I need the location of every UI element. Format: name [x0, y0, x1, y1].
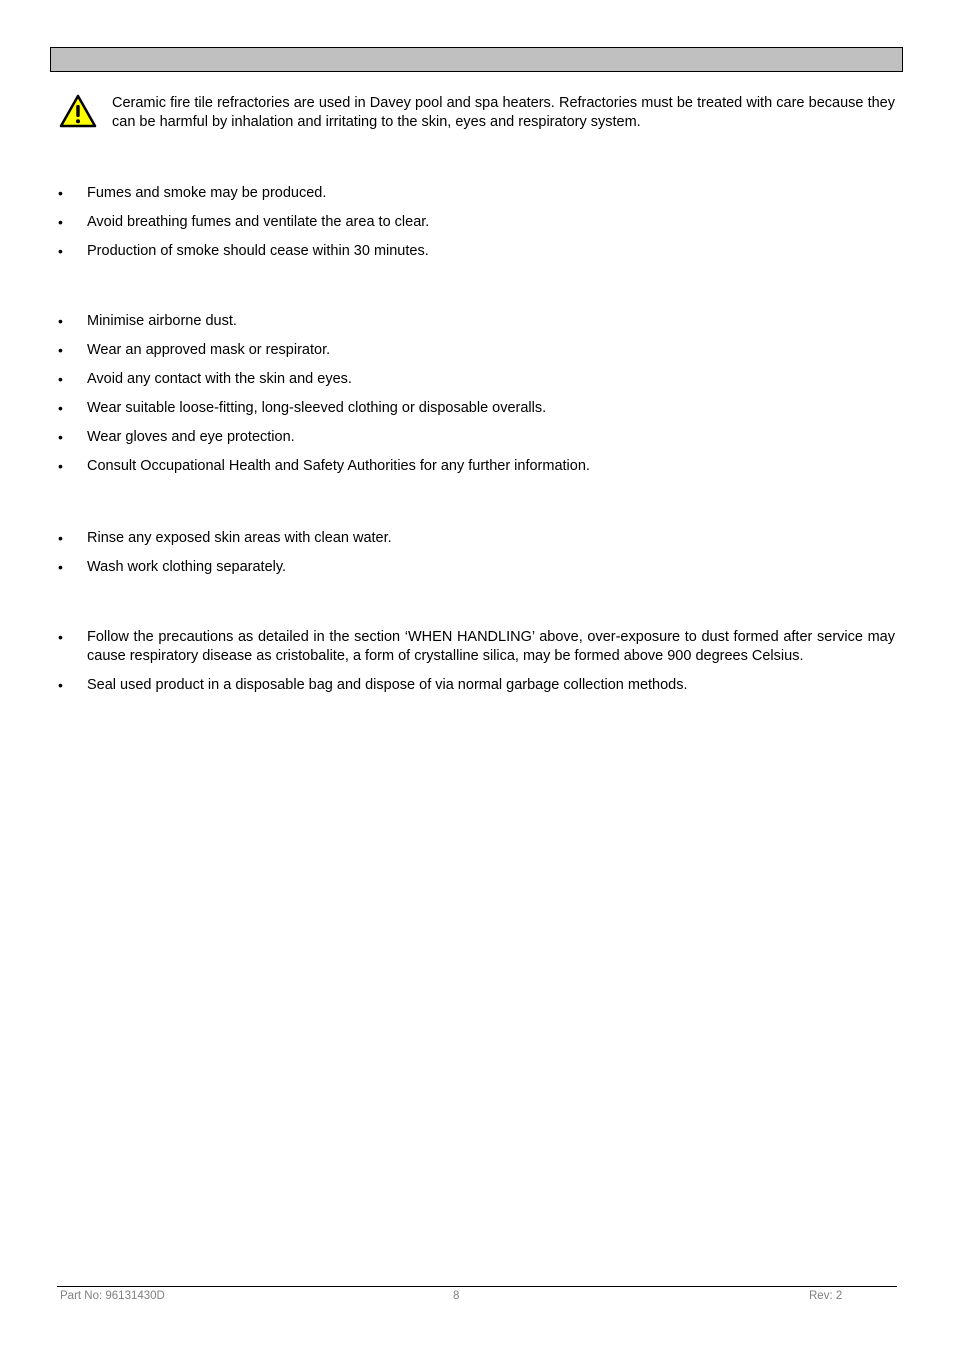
bullet-list-1 [0, 184, 954, 260]
warning-icon [59, 94, 97, 128]
list-item: • Wash work clothing separately. [58, 559, 287, 575]
intro-paragraph: Ceramic fire tile refractories are used in Davey pool and spa heaters. Refractories must be treated with care because they can be harmful by inhalation and irritating to the skin, eyes and respiratory system. [112, 95, 895, 130]
list-item: • Wear suitable loose-fitting, long-sleeved clothing or disposable overalls. [58, 400, 547, 416]
list-item: • Fumes and smoke may be produced. [58, 185, 327, 201]
list-item: • Production of smoke should cease within 30 minutes. [58, 243, 429, 259]
bullet-list-4 [0, 628, 954, 694]
list-item: • Follow the precautions as detailed in the section ‘WHEN HANDLING’ above, over-exposure to dust formed after service may cause respiratory disease as cristobalite, a form of crystalline silica, may be formed above 900 degrees Celsius. [58, 629, 895, 664]
list-item: • Seal used product in a disposable bag and dispose of via normal garbage collection methods. [58, 677, 688, 693]
footer-revision: Rev: 2 [809, 1290, 843, 1302]
list-item: • Wear an approved mask or respirator. [58, 342, 331, 358]
list-item: • Rinse any exposed skin areas with clean water. [58, 530, 392, 546]
list-item: • Minimise airborne dust. [58, 313, 237, 329]
list-item: • Avoid breathing fumes and ventilate the area to clear. [58, 214, 430, 230]
list-item: • Consult Occupational Health and Safety Authorities for any further information. [58, 458, 590, 474]
bullet-list-3 [0, 529, 954, 576]
bullet-list-2 [0, 312, 954, 475]
footer-page-number: 8 [453, 1290, 460, 1302]
list-item: • Avoid any contact with the skin and eyes. [58, 371, 352, 387]
section-title-bar [50, 47, 903, 72]
footer-part-number: Part No: 96131430D [60, 1290, 165, 1302]
list-item: • Wear gloves and eye protection. [58, 429, 295, 445]
footer-divider [57, 1286, 897, 1287]
